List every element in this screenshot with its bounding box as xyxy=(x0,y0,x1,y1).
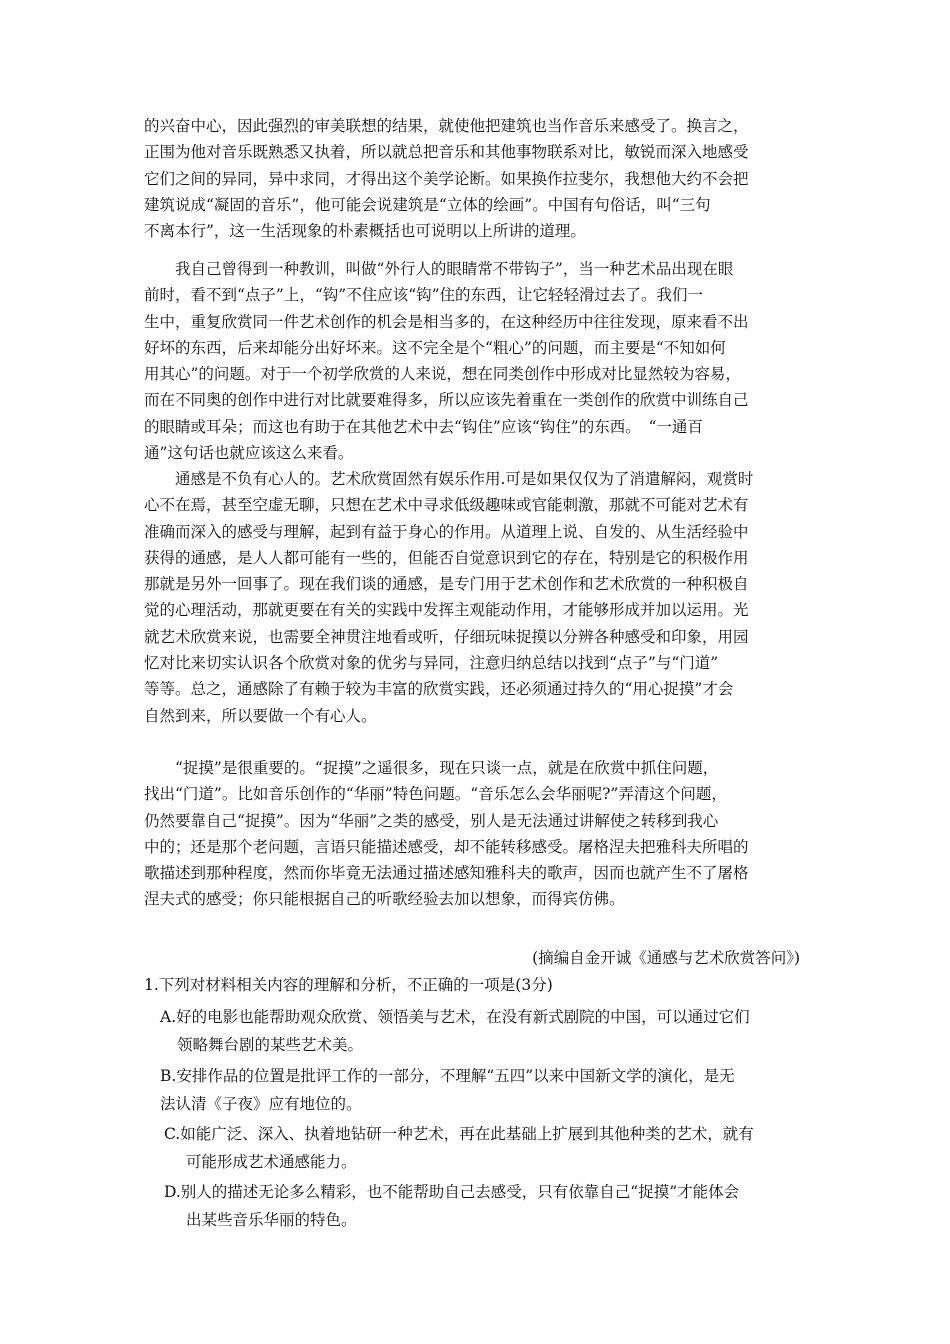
paragraph-4 xyxy=(144,755,808,913)
text-line: 的兴奋中心，因此强烈的审美联想的结果，就使他把建筑也当作音乐来感受了。换言之， xyxy=(144,117,749,135)
text-line: 歌描述到那种程度，然而你毕竟无法通过描述感知雅科夫的歌声，因而也就产生不了屠格 xyxy=(144,864,749,883)
source-citation: (摘编自金开诚《通感与艺术欣赏答问》) xyxy=(532,949,800,967)
text-line: 心不在焉，甚至空虚无聊，只想在艺术中寻求低级趣味或官能刺激，那就不可能对艺术有 xyxy=(144,496,749,515)
paragraph-3 xyxy=(144,466,808,729)
text-line: 的眼睛或耳朵；而这也有助于在其他艺术中去“钩住”应该“钩住”的东西。 “一通百 xyxy=(144,417,703,436)
option-c-line-1: C.如能广泛、深入、执着地钻研一种艺术，再在此基础上扩展到其他种类的艺术，就有 xyxy=(164,1125,754,1143)
paragraph-1 xyxy=(144,113,808,244)
text-line: 忆对比来切实认识各个欣赏对象的优劣与异同，注意归纳总结以找到“点子”与“门道” xyxy=(144,654,719,673)
text-line: 觉的心理活动，那就更要在有关的实践中发挥主观能动作用，才能够形成并加以运用。光 xyxy=(144,601,749,620)
option-a xyxy=(160,1003,750,1059)
text-line: 正围为他对音乐既熟悉又执着，所以就总把音乐和其他事物联系对比，敏锐而深入地感受 xyxy=(144,143,749,162)
option-a-line-1: A.好的电影也能帮助观众欣赏、领悟美与艺术，在没有新式剧院的中国，可以通过它们 xyxy=(160,1008,750,1026)
text-line: 找出“门道”。比如音乐创作的“华丽”特色问题。“音乐怎么会华丽呢?”弄清这个问题， xyxy=(144,785,727,804)
option-a-line-2: 领略舞台剧的某些艺术美。 xyxy=(177,1036,364,1054)
text-line: 不离本行”，这一生活现象的朴素概括也可说明以上所讲的道理。 xyxy=(144,222,586,241)
text-line: 准确而深入的感受与理解，起到有益于身心的作用。从道理上说、自发的、从生活经验中 xyxy=(144,522,749,541)
text-line: 中的；还是那个老问题，言语只能描述感受，却不能转移感受。屠格涅夫把雅科夫所唱的 xyxy=(144,837,749,856)
text-line: 我自己曾得到一种教训，叫做“外行人的眼睛常不带钩子”，当一种艺术品出现在眼 xyxy=(144,260,734,278)
option-c xyxy=(164,1120,754,1176)
text-line: 通”这句话也就应该这么来看。 xyxy=(144,444,354,463)
text-line: 而在不同奥的创作中进行对比就要难得多，所以应该先着重在一类创作的欣赏中训练自己 xyxy=(144,391,749,410)
option-d-line-1: D.别人的描述无论多么精彩，也不能帮助自己去感受，只有依靠自己“捉摸”才能体会 xyxy=(164,1183,740,1201)
option-b-line-2: 法认清《子夜》应有地位的。 xyxy=(160,1095,362,1113)
text-line: 通感是不负有心人的。艺术欣赏固然有娱乐作用.可是如果仅仅为了消遣解闷，观赏时 xyxy=(144,470,754,488)
text-line: 那就是另外一回事了。现在我们谈的通感，是专门用于艺术创作和艺术欣赏的一种积极自 xyxy=(144,575,749,594)
text-line: 它们之间的异同，异中求同，才得出这个美学论断。如果换作拉斐尔，我想他大约不会把 xyxy=(144,169,749,188)
text-line: 涅夫式的感受；你只能根据自己的听歌经验去加以想象，而得宾仿佛。 xyxy=(144,890,625,909)
text-line: 获得的通感，是人人都可能有一些的，但能否自觉意识到它的存在，特别是它的积极作用 xyxy=(144,548,749,567)
option-c-line-2: 可能形成艺术通感能力。 xyxy=(186,1153,357,1171)
paragraph-2 xyxy=(144,256,808,466)
option-d xyxy=(164,1178,739,1234)
text-line: 好坏的东西，后来却能分出好坏来。这不完全是个“粗心”的问题，而主要是“不知如何 xyxy=(144,338,726,357)
option-b xyxy=(160,1062,735,1118)
text-line: “捉摸”是很重要的。“捉摸”之遥很多，现在只谈一点，就是在欣赏中抓住问题， xyxy=(144,759,719,777)
text-line: 就艺术欣赏来说，也需要全神贯注地看或听，仔细玩味捉摸以分辨各种感受和印象，用园 xyxy=(144,627,749,646)
text-line: 自然到来，所以要做一个有心人。 xyxy=(144,706,377,725)
text-line: 生中，重复欣赏同一件艺术创作的机会是相当多的，在这种经历中往往发现，原来看不出 xyxy=(144,312,749,331)
text-line: 仍然要靠自己“捉摸”。因为“华丽”之类的感受，别人是无法通过讲解使之转移到我心 xyxy=(144,811,719,830)
text-line: 建筑说成“凝固的音乐”，他可能会说建筑是“立体的绘画”。中国有句俗话，叫“三句 xyxy=(144,195,711,214)
text-line: 前时，看不到“点子”上，“钩”不住应该“钩”住的东西，让它轻轻滑过去了。我们一 xyxy=(144,286,704,305)
option-d-line-2: 出某些音乐华丽的特色。 xyxy=(186,1211,357,1229)
question-stem: 1.下列对材料相关内容的理解和分析，不正确的一项是(3分) xyxy=(144,976,553,994)
text-line: 用其心”的问题。对于一个初学欣赏的人来说，想在同类创作中形成对比显然较为容易， xyxy=(144,365,741,384)
text-line: 等等。总之，通感除了有赖于较为丰富的欣赏实践，还必须通过持久的“用心捉摸”才会 xyxy=(144,680,734,699)
option-b-line-1: B.安排作品的位置是批评工作的一部分，不理解“五四”以来中国新文学的演化，是无 xyxy=(160,1067,735,1085)
